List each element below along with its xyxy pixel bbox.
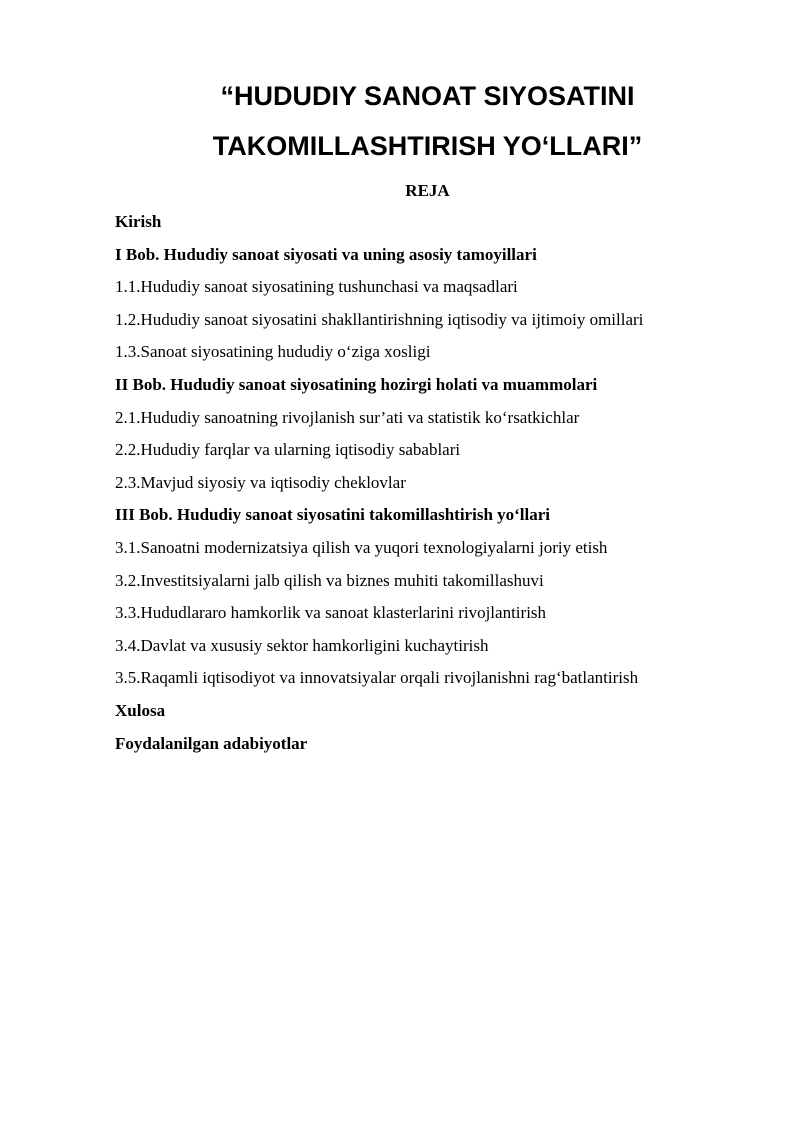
toc-item: 3.4.Davlat va xususiy sektor hamkorligini kuchaytirish <box>115 635 489 655</box>
toc-item: 2.2.Hududiy farqlar va ularning iqtisodiy sabablari <box>115 440 461 460</box>
toc-item: 2.3.Mavjud siyosiy va iqtisodiy cheklovlar <box>115 472 406 492</box>
table-of-contents <box>115 210 775 764</box>
toc-item: 3.1.Sanoatni modernizatsiya qilish va yuqori texnologiyalarni joriy etish <box>115 537 608 557</box>
plan-heading: REJA <box>405 181 450 200</box>
toc-item: 3.3.Hududlararo hamkorlik va sanoat klasterlarini rivojlantirish <box>115 603 547 623</box>
toc-item: Foydalanilgan adabiyotlar <box>115 733 308 753</box>
document-title-line-2: TAKOMILLASHTIRISH YO‘LLARI” <box>212 131 643 161</box>
toc-item: III Bob. Hududiy sanoat siyosatini takomillashtirish yo‘llari <box>115 505 551 525</box>
toc-item: II Bob. Hududiy sanoat siyosatining hozirgi holati va muammolari <box>115 374 598 394</box>
toc-item: 3.5.Raqamli iqtisodiyot va innovatsiyalar orqali rivojlanishni rag‘batlantirish <box>115 668 639 688</box>
toc-item: 2.1.Hududiy sanoatning rivojlanish sur’ati va statistik ko‘rsatkichlar <box>115 407 580 427</box>
document-title-line-1: “HUDUDIY SANOAT SIYOSATINI <box>220 81 635 111</box>
toc-item: 1.3.Sanoat siyosatining hududiy o‘ziga xosligi <box>115 342 431 362</box>
toc-item: 1.2.Hududiy sanoat siyosatini shakllantirishning iqtisodiy va ijtimoiy omillari <box>115 309 644 329</box>
toc-item: 1.1.Hududiy sanoat siyosatining tushunchasi va maqsadlari <box>115 277 518 297</box>
toc-item: Xulosa <box>115 700 166 720</box>
toc-item: 3.2.Investitsiyalarni jalb qilish va biznes muhiti takomillashuvi <box>115 570 544 590</box>
toc-item: Kirish <box>115 212 162 231</box>
toc-item: I Bob. Hududiy sanoat siyosati va uning asosiy tamoyillari <box>115 244 537 264</box>
